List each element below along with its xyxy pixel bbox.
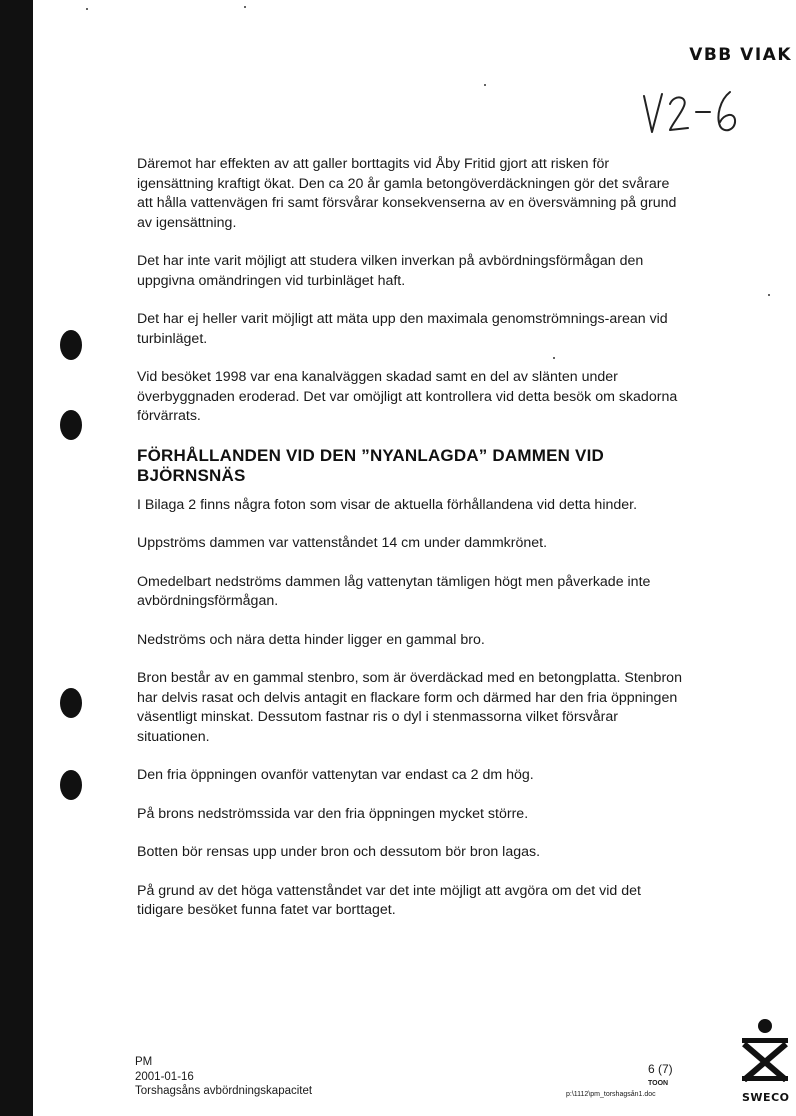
punch-hole bbox=[60, 410, 82, 440]
file-path: p:\1112\pm_torshagsån1.doc bbox=[566, 1091, 656, 1098]
footer-info bbox=[135, 1055, 312, 1099]
paragraph: Det har inte varit möjligt att studera vilken inverkan på avbördningsförmågan den uppgivna omändringen vid turbinläget haft. bbox=[137, 253, 644, 289]
document-body bbox=[137, 155, 682, 940]
section-heading: FÖRHÅLLANDEN VID DEN ”NYANLAGDA” DAMMEN VID BJÖRNSNÄS bbox=[137, 445, 604, 485]
punch-hole bbox=[60, 688, 82, 718]
paragraph: Den fria öppningen ovanför vattenytan var endast ca 2 dm hög. bbox=[137, 767, 534, 783]
page-number: 6 (7) bbox=[648, 1062, 673, 1076]
scan-speck bbox=[86, 8, 88, 10]
paragraph: Bron består av en gammal stenbro, som är överdäckad med en betongplatta. Stenbron har delvis rasat och delvis antagit en flackare form och därmed har den fria öppningen väsentligt minskat. Dessutom fastnar ris o dyl i stenmassorna vilket försvårar situationen. bbox=[137, 670, 682, 745]
scan-speck bbox=[484, 84, 486, 86]
paragraph: Uppströms dammen var vattenståndet 14 cm under dammkrönet. bbox=[137, 535, 548, 551]
scan-speck bbox=[768, 294, 770, 296]
paragraph: Nedströms och nära detta hinder ligger en gammal bro. bbox=[137, 631, 485, 648]
company-brand: VBB VIAK bbox=[689, 45, 792, 65]
paragraph: Botten bör rensas upp under bron och dessutom bör bron lagas. bbox=[137, 844, 541, 860]
punch-hole bbox=[60, 770, 82, 800]
author-code: TOON bbox=[648, 1080, 669, 1087]
footer-date: 2001-01-16 bbox=[135, 1070, 194, 1083]
sweco-logo-text: SWECO bbox=[742, 1091, 790, 1104]
paragraph: Omedelbart nedströms dammen låg vattenytan tämligen högt men påverkade inte avbördningsförmågan. bbox=[137, 573, 651, 609]
punch-hole bbox=[60, 330, 82, 360]
paragraph: På brons nedströmssida var den fria öppningen mycket större. bbox=[137, 805, 529, 822]
scan-speck bbox=[244, 6, 246, 8]
paragraph: Däremot har effekten av att galler borttagits vid Åby Fritid gjort att risken för igensättning kraftigt ökat. Den ca 20 år gamla betongöverdäckningen gör det svårare att hålla vattenvägen fri samt försvårar konsekvenserna av en översvämning på grund av igensättning. bbox=[137, 156, 677, 231]
paragraph: Vid besöket 1998 var ena kanalväggen skadad samt en del av slänten under överbyggnaden eroderad. Det var omöjligt att kontrollera vid detta besök om skadorna förvärrats. bbox=[137, 369, 678, 424]
footer-subject: Torshagsåns avbördningskapacitet bbox=[135, 1085, 313, 1097]
scan-binding-strip bbox=[0, 0, 33, 1116]
paragraph: I Bilaga 2 finns några foton som visar de aktuella förhållandena vid detta hinder. bbox=[137, 496, 638, 513]
footer-doc-type: PM bbox=[135, 1056, 153, 1068]
handwritten-note bbox=[640, 90, 750, 140]
paragraph: På grund av det höga vattenståndet var det inte möjligt att avgöra om det vid det tidigare besöket funna fatet var borttaget. bbox=[137, 882, 641, 918]
sweco-logo-icon bbox=[738, 1018, 792, 1082]
paragraph: Det har ej heller varit möjligt att mäta upp den maximala genomströmnings-arean vid turbinläget. bbox=[137, 311, 668, 347]
